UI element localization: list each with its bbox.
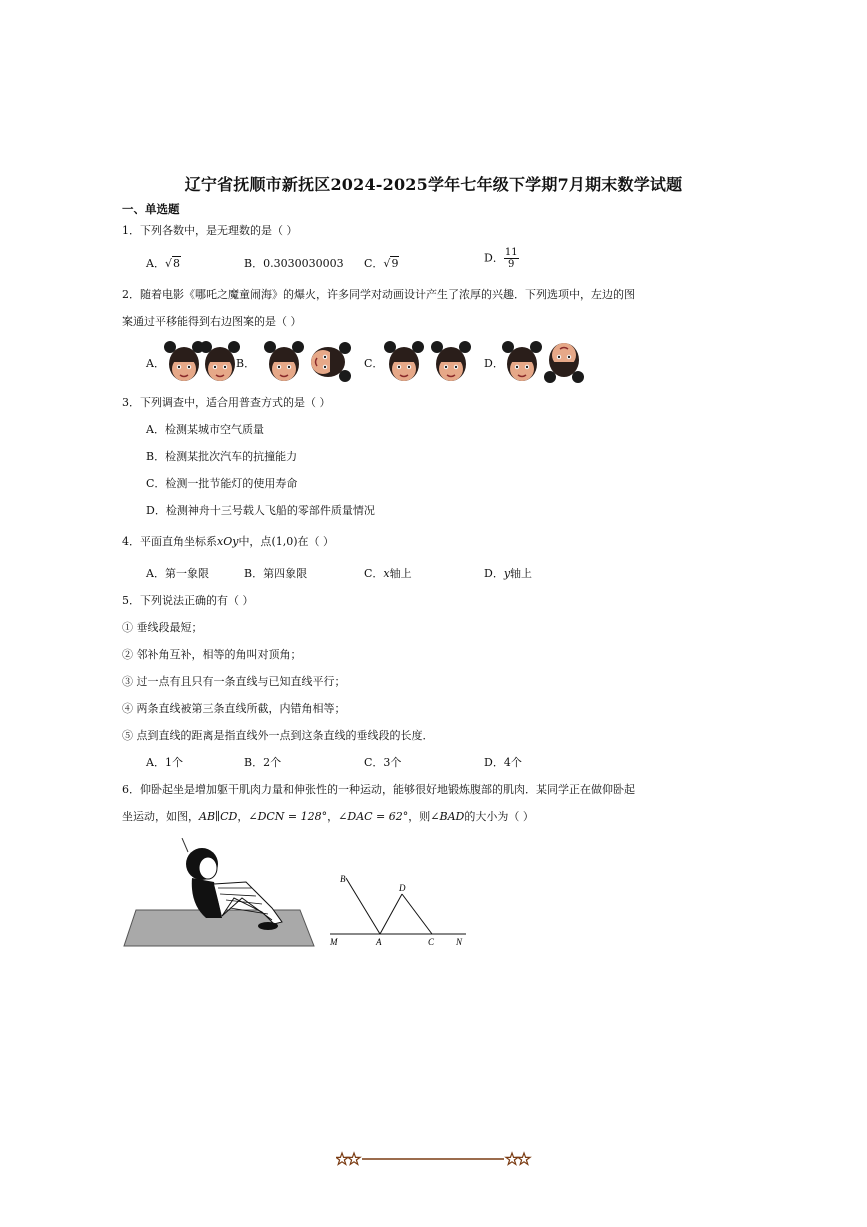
q1-option-d: D． $\frac{11}{9}$ [484,247,518,270]
cartoon-head-icon [311,342,351,382]
q2-option-b-label: B． [236,357,256,370]
point-label-b: B [340,874,346,884]
q5-option-c: C．3个 [364,756,402,769]
q5-option-d: D．4个 [484,756,522,769]
q1-option-b: B．0.3030030003 [244,257,344,270]
q5-statement-5: ⑤ 点到直线的距离是指直线外一点到这条直线的垂线段的长度． [122,729,434,742]
segment-ab [346,878,380,934]
star-icon [518,1153,530,1164]
q1-option-a: A．√8 [146,257,180,270]
cartoon-head-icon [164,341,204,381]
q4-option-a: A．第一象限 [146,567,209,580]
q1-stem: 1．下列各数中，是无理数的是（ ） [122,224,298,237]
q3-option-b: B．检测某批次汽车的抗撞能力 [146,450,298,463]
q5-option-a: A．1个 [146,756,183,769]
q5-statement-3: ③ 过一点有且只有一条直线与已知直线平行； [122,675,346,688]
q2-option-images [158,338,588,386]
point-label-m: M [330,937,338,947]
q5-stem: 5．下列说法正确的有（ ） [122,594,254,607]
point-label-d: D [399,883,406,893]
fraction: $\frac{11}{9}$ [504,247,518,270]
segment-ad [380,894,402,934]
q5-statement-4: ④ 两条直线被第三条直线所截，内错角相等； [122,702,346,715]
cartoon-head-icon [544,343,584,383]
q5-statement-1: ① 垂线段最短； [122,621,203,634]
point-label-n: N [456,937,463,947]
cartoon-head-icon [200,341,240,381]
geometry-figure [326,872,471,950]
sqrt-symbol: √9 [383,257,399,270]
q4-option-c: C．x轴上 [364,567,412,580]
q4-option-d: D．y轴上 [484,567,533,580]
q3-option-a: A．检测某城市空气质量 [146,423,264,436]
q3-option-c: C．检测一批节能灯的使用寿命 [146,477,298,490]
q5-option-b: B．2个 [244,756,282,769]
star-icon [336,1153,348,1164]
segment-dc [402,894,432,934]
footer-ornament [336,1150,536,1168]
cartoon-head-icon [384,341,424,381]
star-icon [506,1153,518,1164]
page-title: 辽宁省抚顺市新抚区2024-2025学年七年级下学期7月期末数学试题 [184,175,683,194]
point-label-c: C [428,937,435,947]
q2-option-d-label: D． [484,357,504,370]
star-icon [348,1153,360,1164]
q5-statement-2: ② 邻补角互补，相等的角叫对顶角； [122,648,302,661]
sqrt-symbol: √8 [164,257,180,270]
q6-stem-line2: 坐运动，如图，AB∥CD，∠DCN = 128°，∠DAC = 62°，则∠BAD的大小为（ ） [122,810,534,823]
cartoon-head-icon [502,341,542,381]
q3-option-d: D．检测神舟十三号载人飞船的零部件质量情况 [146,504,375,517]
section-heading: 一、单选题 [122,202,180,216]
q1-option-c: C．√9 [364,257,399,270]
q4-option-b: B．第四象限 [244,567,308,580]
cartoon-head-icon [264,341,304,381]
q2-stem-line2: 案通过平移能得到右边图案的是（ ） [122,315,302,328]
q3-stem: 3．下列调查中，适合用普查方式的是（ ） [122,396,331,409]
point-label-a: A [376,937,382,947]
q4-stem: 4．平面直角坐标系xOy中，点(1,0)在（ ） [122,535,335,548]
situp-illustration [122,838,317,950]
q2-option-c-label: C． [364,357,384,370]
cartoon-head-icon [431,341,471,381]
q2-stem-line1: 2．随着电影《哪吒之魔童闹海》的爆火，许多同学对动画设计产生了浓厚的兴趣．下列选项中，左边的图 [122,288,635,301]
q2-option-a-label: A． [146,357,165,370]
q6-stem-line1: 6．仰卧起坐是增加躯干肌肉力量和伸张性的一种运动，能够很好地锻炼腹部的肌肉．某同学正在做仰卧起 [122,783,635,796]
